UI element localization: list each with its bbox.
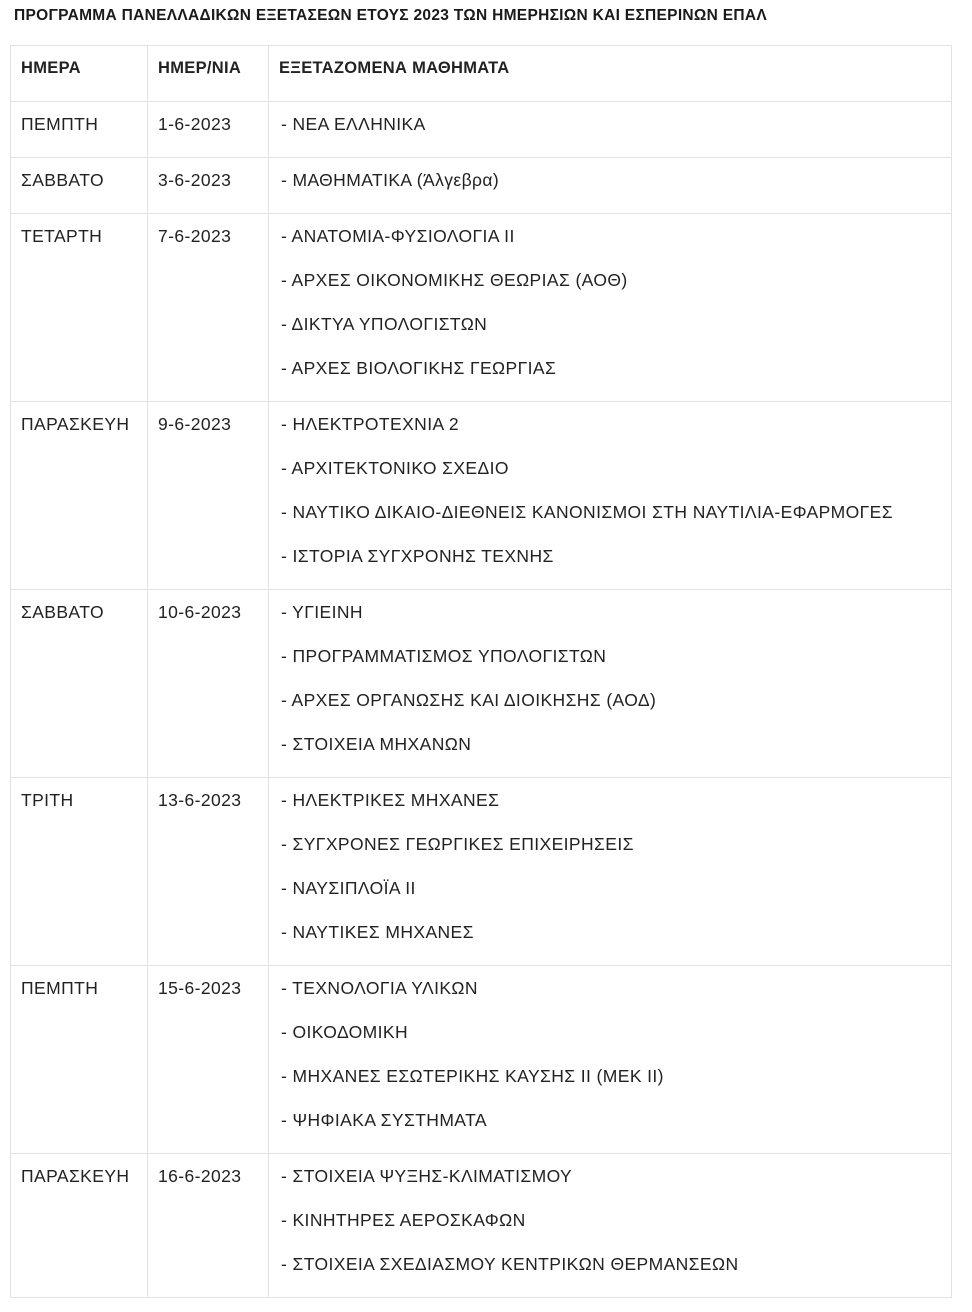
subject-item: - ΟΙΚΟΔΟΜΙΚΗ [281, 1022, 409, 1042]
subject-item: - ΨΗΦΙΑΚΑ ΣΥΣΤΗΜΑΤΑ [281, 1110, 487, 1130]
subject-item: - ΣΤΟΙΧΕΙΑ ΜΗΧΑΝΩΝ [281, 734, 472, 754]
subject-item: - ΑΡΧΕΣ ΟΙΚΟΝΟΜΙΚΗΣ ΘΕΩΡΙΑΣ (ΑΟΘ) [281, 270, 628, 290]
table-body [11, 102, 952, 1298]
date-cell: 9-6-2023 [148, 402, 269, 590]
day-cell: ΤΕΤΑΡΤΗ [11, 214, 148, 402]
subject-item: - ΜΗΧΑΝΕΣ ΕΣΩΤΕΡΙΚΗΣ ΚΑΥΣΗΣ ΙΙ (ΜΕΚ ΙΙ) [281, 1066, 664, 1086]
table-row [11, 590, 952, 778]
subject-item: - ΑΡΧΕΣ ΒΙΟΛΟΓΙΚΗΣ ΓΕΩΡΓΙΑΣ [281, 358, 557, 378]
date-cell: 1-6-2023 [148, 102, 269, 158]
subject-item: - ΙΣΤΟΡΙΑ ΣΥΓΧΡΟΝΗΣ ΤΕΧΝΗΣ [281, 546, 554, 566]
subjects-cell [269, 1154, 952, 1298]
day-cell: ΠΑΡΑΣΚΕΥΗ [11, 402, 148, 590]
subject-item: - ΝΑΥΣΙΠΛΟΪΑ ΙΙ [281, 878, 416, 898]
day-cell: ΠΕΜΠΤΗ [11, 966, 148, 1154]
day-cell: ΠΑΡΑΣΚΕΥΗ [11, 1154, 148, 1298]
table-row [11, 102, 952, 158]
subject-item: - ΠΡΟΓΡΑΜΜΑΤΙΣΜΟΣ ΥΠΟΛΟΓΙΣΤΩΝ [281, 646, 607, 666]
subject-item: - ΤΕΧΝΟΛΟΓΙΑ ΥΛΙΚΩΝ [281, 978, 478, 998]
header-subjects: ΕΞΕΤΑΖΟΜΕΝΑ ΜΑΘΗΜΑΤΑ [269, 46, 952, 102]
subject-item: - ΚΙΝΗΤΗΡΕΣ ΑΕΡΟΣΚΑΦΩΝ [281, 1210, 526, 1230]
exam-schedule-table [10, 45, 952, 1298]
date-cell: 7-6-2023 [148, 214, 269, 402]
subject-item: - ΑΝΑΤΟΜΙΑ-ΦΥΣΙΟΛΟΓΙΑ ΙΙ [281, 226, 515, 246]
table-row [11, 214, 952, 402]
day-cell: ΣΑΒΒΑΤΟ [11, 158, 148, 214]
subject-item: - ΑΡΧΕΣ ΟΡΓΑΝΩΣΗΣ ΚΑΙ ΔΙΟΙΚΗΣΗΣ (ΑΟΔ) [281, 690, 657, 710]
date-cell: 10-6-2023 [148, 590, 269, 778]
subjects-cell [269, 778, 952, 966]
day-cell: ΤΡΙΤΗ [11, 778, 148, 966]
subjects-cell [269, 102, 952, 158]
page-title: ΠΡΟΓΡΑΜΜΑ ΠΑΝΕΛΛΑΔΙΚΩΝ ΕΞΕΤΑΣΕΩΝ ΕΤΟΥΣ 2023 ΤΩΝ ΗΜΕΡΗΣΙΩΝ ΚΑΙ ΕΣΠΕΡΙΝΩΝ ΕΠΑΛ [14, 7, 768, 24]
date-cell: 3-6-2023 [148, 158, 269, 214]
subjects-cell [269, 590, 952, 778]
subject-item: - ΣΤΟΙΧΕΙΑ ΣΧΕΔΙΑΣΜΟΥ ΚΕΝΤΡΙΚΩΝ ΘΕΡΜΑΝΣΕΩΝ [281, 1254, 739, 1274]
subject-item: - ΗΛΕΚΤΡΟΤΕΧΝΙΑ 2 [281, 414, 459, 434]
header-day: ΗΜΕΡΑ [11, 46, 148, 102]
subject-item: - ΣΤΟΙΧΕΙΑ ΨΥΞΗΣ-ΚΛΙΜΑΤΙΣΜΟΥ [281, 1166, 573, 1186]
table-header-row [11, 46, 952, 102]
table-row [11, 1154, 952, 1298]
subject-item: - ΝΑΥΤΙΚΕΣ ΜΗΧΑΝΕΣ [281, 922, 474, 942]
table-row [11, 966, 952, 1154]
subject-item: - ΥΓΙΕΙΝΗ [281, 602, 363, 622]
subjects-cell [269, 214, 952, 402]
day-cell: ΠΕΜΠΤΗ [11, 102, 148, 158]
subject-item: - ΜΑΘΗΜΑΤΙΚΑ (Άλγεβρα) [281, 170, 500, 190]
header-date: ΗΜΕΡ/ΝΙΑ [148, 46, 269, 102]
subject-item: - ΗΛΕΚΤΡΙΚΕΣ ΜΗΧΑΝΕΣ [281, 790, 500, 810]
subject-item: - ΝΑΥΤΙΚΟ ΔΙΚΑΙΟ-ΔΙΕΘΝΕΙΣ ΚΑΝΟΝΙΣΜΟΙ ΣΤΗ ΝΑΥΤΙΛΙΑ-ΕΦΑΡΜΟΓΕΣ [281, 502, 893, 522]
subject-item: - ΣΥΓΧΡΟΝΕΣ ΓΕΩΡΓΙΚΕΣ ΕΠΙΧΕΙΡΗΣΕΙΣ [281, 834, 634, 854]
table-row [11, 158, 952, 214]
table-row [11, 402, 952, 590]
subject-item: - ΝΕΑ ΕΛΛΗΝΙΚΑ [281, 114, 426, 134]
subjects-cell [269, 158, 952, 214]
date-cell: 13-6-2023 [148, 778, 269, 966]
subject-item: - ΑΡΧΙΤΕΚΤΟΝΙΚΟ ΣΧΕΔΙΟ [281, 458, 509, 478]
subjects-cell [269, 402, 952, 590]
day-cell: ΣΑΒΒΑΤΟ [11, 590, 148, 778]
table-row [11, 778, 952, 966]
subjects-cell [269, 966, 952, 1154]
subject-item: - ΔΙΚΤΥΑ ΥΠΟΛΟΓΙΣΤΩΝ [281, 314, 488, 334]
date-cell: 15-6-2023 [148, 966, 269, 1154]
date-cell: 16-6-2023 [148, 1154, 269, 1298]
